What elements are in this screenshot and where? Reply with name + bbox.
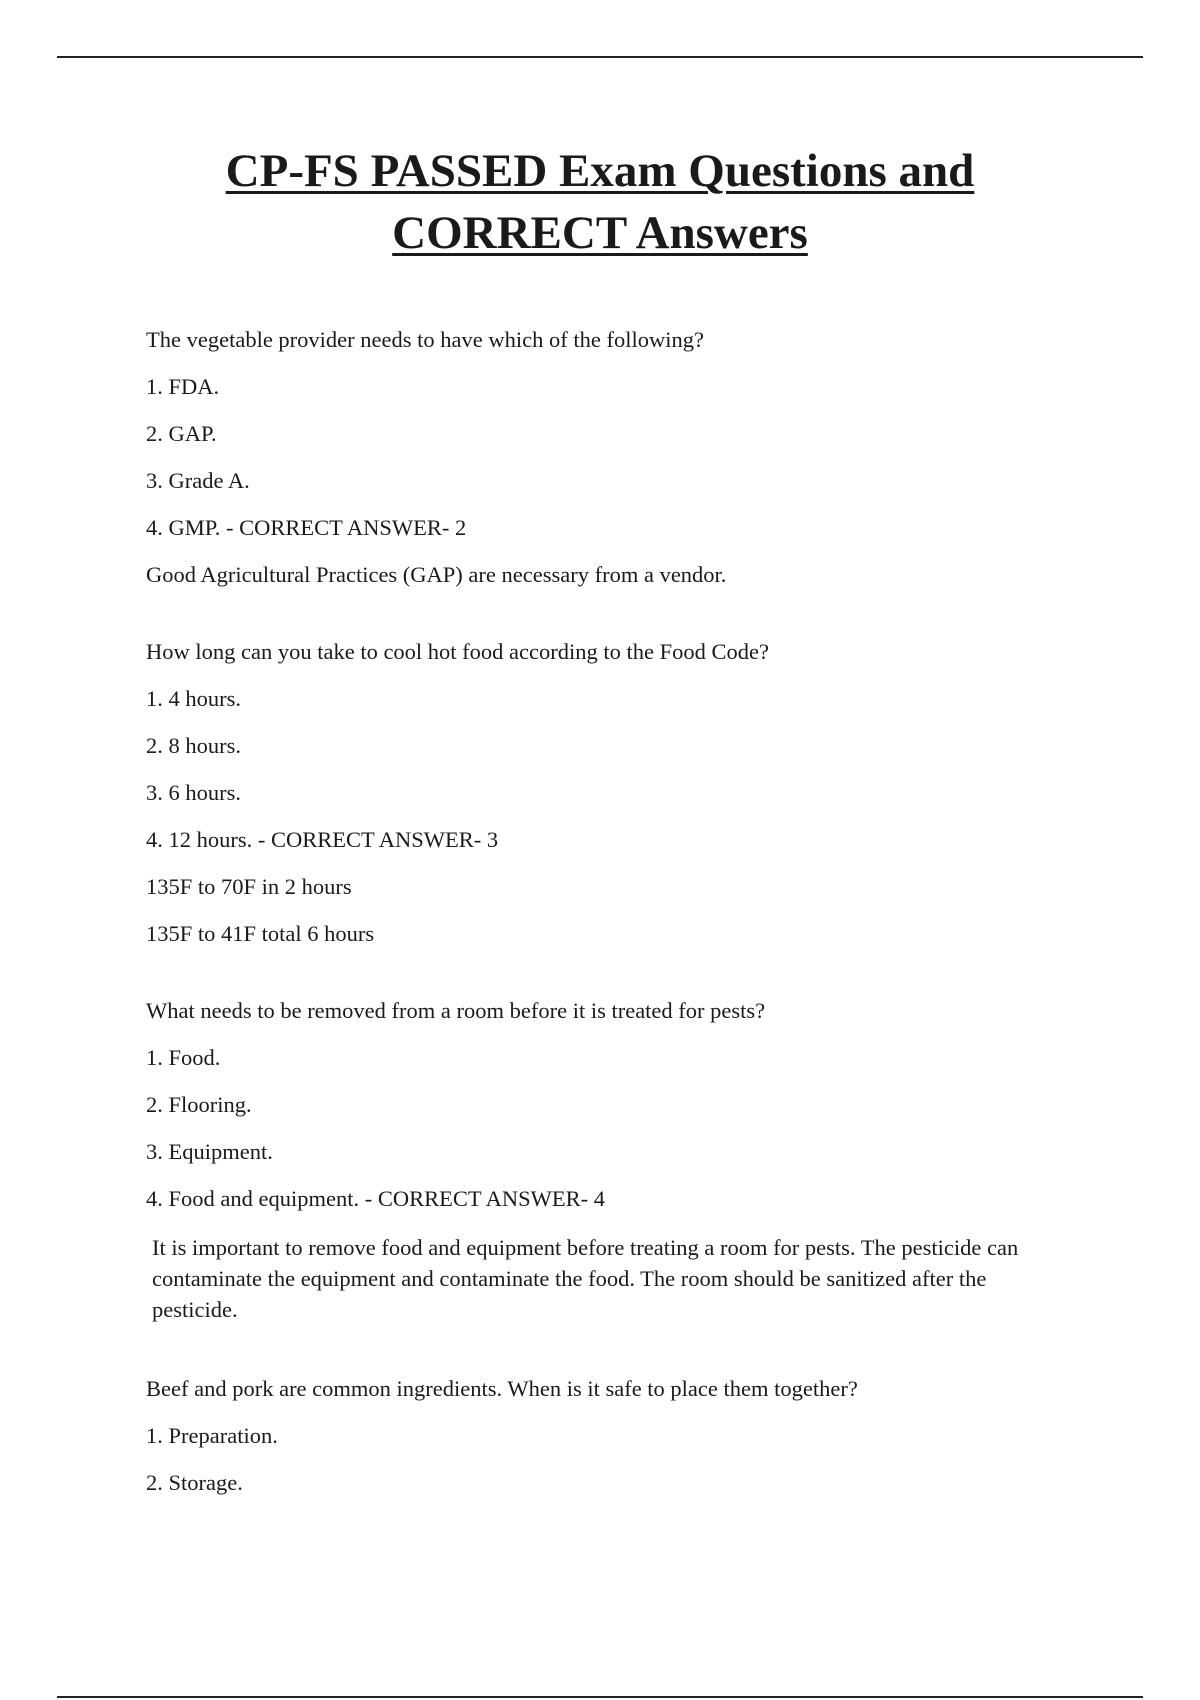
title-line-2: CORRECT Answers [392,207,808,259]
bottom-rule [57,1696,1143,1698]
answer-option-correct: 4. 12 hours. - CORRECT ANSWER- 3 [146,827,499,852]
answer-option: 2. 8 hours. [146,733,241,758]
question-text: Beef and pork are common ingredients. When is it safe to place them together? [146,1376,858,1401]
answer-explanation: 135F to 41F total 6 hours [146,921,375,946]
question-block-4 [146,1375,1066,1496]
answer-explanation: 135F to 70F in 2 hours [146,874,352,899]
answer-option: 3. Grade A. [146,468,250,493]
question-block-2 [146,638,1066,947]
answer-option: 1. Food. [146,1045,221,1070]
answer-option: 2. GAP. [146,421,217,446]
answer-explanation: It is important to remove food and equipment before treating a room for pests. The pesticide can contaminate the equipment and contaminate the food. The room should be sanitized after the pesticide. [152,1235,1019,1322]
answer-option: 2. Storage. [146,1470,243,1495]
answer-option: 1. FDA. [146,374,220,399]
page-title [0,140,1200,264]
answer-explanation: Good Agricultural Practices (GAP) are necessary from a vendor. [146,562,727,587]
answer-option-correct: 4. Food and equipment. - CORRECT ANSWER- 4 [146,1186,605,1211]
answer-option: 1. 4 hours. [146,686,241,711]
answer-option-correct: 4. GMP. - CORRECT ANSWER- 2 [146,515,467,540]
answer-option: 3. Equipment. [146,1139,273,1164]
question-list [146,326,1066,1546]
top-rule [57,56,1143,58]
answer-option: 1. Preparation. [146,1423,278,1448]
question-text: What needs to be removed from a room before it is treated for pests? [146,998,766,1023]
title-line-1: CP-FS PASSED Exam Questions and [225,145,975,197]
answer-option: 3. 6 hours. [146,780,241,805]
question-text: The vegetable provider needs to have which of the following? [146,327,704,352]
question-block-3 [146,997,1066,1325]
question-block-1 [146,326,1066,588]
question-text: How long can you take to cool hot food according to the Food Code? [146,639,769,664]
answer-option: 2. Flooring. [146,1092,252,1117]
